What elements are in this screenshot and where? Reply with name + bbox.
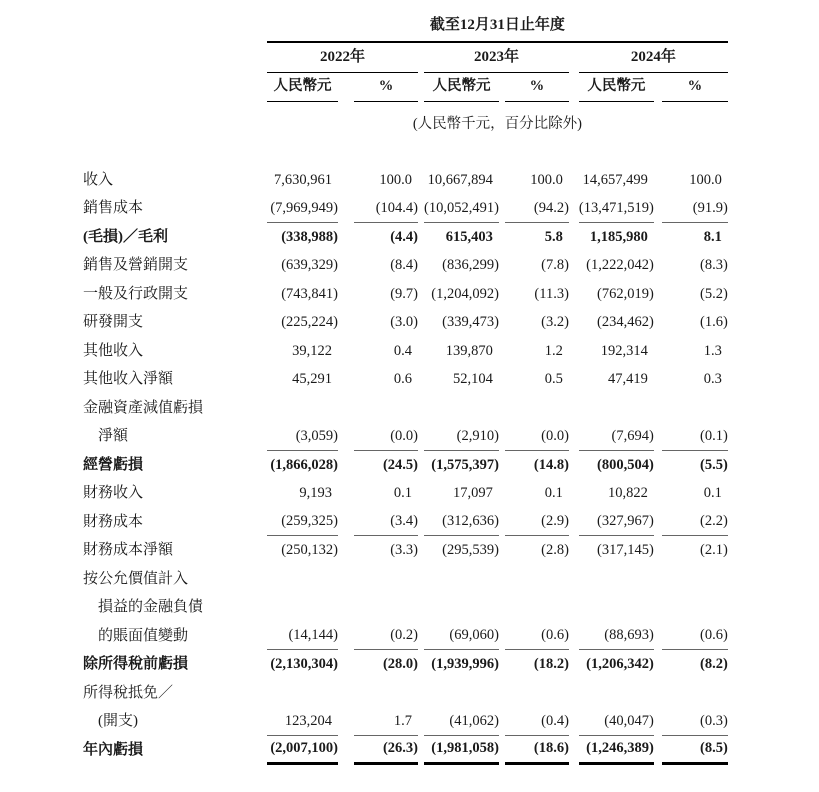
- column-gap: [654, 678, 662, 707]
- value-cell: [505, 678, 569, 707]
- table-row: [83, 507, 728, 536]
- double-rule-segment: [662, 764, 728, 792]
- column-gap: [338, 222, 354, 251]
- value-cell: (338,988): [281, 228, 338, 245]
- column-gap: [654, 165, 662, 194]
- column-gap: [569, 165, 579, 194]
- table-row: [83, 564, 728, 593]
- total-double-rule-row: [83, 764, 728, 792]
- column-gap: [569, 479, 579, 508]
- units-note-row: [83, 101, 728, 139]
- double-rule-segment: [579, 764, 654, 792]
- column-gap: [338, 650, 354, 679]
- column-gap: [654, 764, 662, 792]
- column-gap: [338, 422, 354, 451]
- table-row: [83, 251, 728, 280]
- table-row: [83, 336, 728, 365]
- year-header-2023: 2023年: [424, 42, 569, 72]
- row-label: 按公允價值計入: [83, 570, 189, 587]
- row-label: 除所得稅前虧損: [83, 656, 189, 672]
- value-cell: [579, 593, 654, 622]
- column-gap: [569, 336, 579, 365]
- table-row: [83, 165, 728, 194]
- column-gap: [654, 621, 662, 650]
- value-cell: 0.1: [544, 485, 563, 501]
- value-cell: (2.8): [541, 542, 569, 558]
- value-cell: (1,866,028): [270, 456, 338, 473]
- value-cell: 123,204: [267, 707, 338, 736]
- value-cell: [662, 593, 728, 622]
- column-gap: [338, 536, 354, 565]
- value-cell: [505, 564, 569, 593]
- row-label: 所得稅抵免／: [83, 684, 174, 701]
- value-cell: (104.4): [354, 194, 418, 223]
- row-label: 其他收入淨額: [83, 371, 174, 387]
- table-row: [83, 479, 728, 508]
- table-row: [83, 393, 728, 422]
- column-gap: [338, 194, 354, 223]
- table-row: [83, 365, 728, 394]
- column-gap: [338, 593, 354, 622]
- value-cell: (2.1): [700, 542, 728, 558]
- value-cell: (1,939,996): [431, 656, 499, 672]
- column-gap: [338, 707, 354, 736]
- value-cell: (0.0): [354, 422, 418, 451]
- value-cell: (8.2): [700, 656, 728, 672]
- value-cell: (41,062): [424, 707, 499, 736]
- column-gap: [654, 707, 662, 736]
- value-cell: 615,403: [445, 228, 493, 245]
- double-rule-segment: [505, 764, 569, 792]
- row-label: (毛損)／毛利: [83, 228, 168, 245]
- value-cell: (295,539): [442, 542, 499, 558]
- row-label: 一般及行政開支: [83, 285, 189, 302]
- column-gap: [338, 72, 354, 101]
- column-gap: [338, 735, 354, 764]
- value-cell: (14,144): [267, 621, 338, 650]
- column-gap: [338, 678, 354, 707]
- value-cell: [424, 593, 499, 622]
- header-columns-row: [83, 72, 728, 101]
- value-cell: (11.3): [534, 285, 569, 302]
- col-header-percent-2022: %: [354, 72, 418, 101]
- value-cell: (14.8): [533, 456, 569, 473]
- column-gap: [338, 393, 354, 422]
- column-gap: [569, 564, 579, 593]
- column-gap: [338, 308, 354, 337]
- value-cell: (2,910): [424, 422, 499, 451]
- column-gap: [654, 279, 662, 308]
- value-cell: 100.0: [379, 171, 412, 188]
- value-cell: [505, 393, 569, 422]
- value-cell: (1,206,342): [586, 656, 654, 672]
- column-gap: [569, 507, 579, 536]
- value-cell: 17,097: [453, 485, 493, 501]
- value-cell: (40,047): [579, 707, 654, 736]
- value-cell: 0.4: [393, 342, 412, 359]
- column-gap: [338, 621, 354, 650]
- spacer-row: [83, 139, 728, 165]
- value-cell: 14,657,499: [582, 171, 648, 188]
- column-gap: [569, 621, 579, 650]
- value-cell: [424, 564, 499, 593]
- header-empty-cell: [83, 764, 267, 792]
- value-cell: (259,325): [267, 507, 338, 536]
- header-empty-cell: [83, 72, 267, 101]
- value-cell: 9,193: [299, 485, 332, 501]
- column-gap: [338, 251, 354, 280]
- value-cell: (3.2): [541, 314, 569, 330]
- column-gap: [654, 308, 662, 337]
- column-gap: [338, 165, 354, 194]
- value-cell: (13,471,519): [579, 194, 654, 223]
- value-cell: (28.0): [382, 656, 418, 672]
- table-row: [83, 536, 728, 565]
- column-gap: [654, 650, 662, 679]
- value-cell: (3,059): [267, 422, 338, 451]
- value-cell: (94.2): [505, 194, 569, 223]
- value-cell: (5.5): [700, 456, 728, 473]
- row-label: 銷售成本: [83, 200, 144, 216]
- row-label: 財務成本淨額: [83, 542, 174, 558]
- col-header-percent-2024: %: [662, 72, 728, 101]
- value-cell: (10,052,491): [424, 194, 499, 223]
- value-cell: (800,504): [597, 456, 654, 473]
- value-cell: (250,132): [281, 542, 338, 558]
- column-gap: [654, 393, 662, 422]
- row-label: 其他收入: [83, 342, 144, 359]
- value-cell: (7.8): [541, 257, 569, 273]
- double-rule-segment: [424, 764, 499, 792]
- value-cell: [505, 593, 569, 622]
- value-cell: (327,967): [579, 507, 654, 536]
- value-cell: (2.2): [662, 507, 728, 536]
- value-cell: [662, 564, 728, 593]
- value-cell: 39,122: [292, 342, 332, 359]
- value-cell: (0.3): [662, 707, 728, 736]
- row-label: 財務收入: [83, 485, 144, 501]
- value-cell: [267, 393, 338, 422]
- table-row: [83, 621, 728, 650]
- column-gap: [569, 42, 579, 72]
- column-gap: [569, 279, 579, 308]
- value-cell: 1.7: [354, 707, 418, 736]
- value-cell: [579, 564, 654, 593]
- value-cell: [267, 678, 338, 707]
- value-cell: (1,204,092): [431, 285, 499, 302]
- double-rule-segment: [354, 764, 418, 792]
- value-cell: (0.6): [505, 621, 569, 650]
- column-gap: [338, 564, 354, 593]
- column-gap: [569, 251, 579, 280]
- header-years-row: [83, 42, 728, 72]
- row-label: (開支): [98, 713, 138, 729]
- value-cell: 0.5: [544, 371, 563, 387]
- column-gap: [569, 593, 579, 622]
- value-cell: (69,060): [424, 621, 499, 650]
- value-cell: (8.5): [700, 740, 728, 756]
- value-cell: [579, 678, 654, 707]
- table-row: [83, 422, 728, 451]
- column-gap: [569, 422, 579, 451]
- value-cell: 100.0: [530, 171, 563, 188]
- column-gap: [338, 479, 354, 508]
- value-cell: [424, 678, 499, 707]
- column-gap: [569, 194, 579, 223]
- value-cell: [354, 678, 418, 707]
- row-label: 的賬面值變動: [98, 627, 189, 644]
- table-row: [83, 279, 728, 308]
- value-cell: (639,329): [281, 257, 338, 273]
- value-cell: (0.6): [662, 621, 728, 650]
- value-cell: (18.6): [533, 740, 569, 756]
- value-cell: [354, 393, 418, 422]
- value-cell: (234,462): [597, 314, 654, 330]
- row-label: 銷售及營銷開支: [83, 257, 189, 273]
- row-label: 淨額: [98, 428, 129, 444]
- value-cell: 10,667,894: [427, 171, 493, 188]
- value-cell: 0.1: [393, 485, 412, 501]
- value-cell: 1,185,980: [589, 228, 648, 245]
- value-cell: [267, 593, 338, 622]
- col-header-amount-2023: 人民幣元: [424, 72, 499, 101]
- value-cell: (312,636): [424, 507, 499, 536]
- value-cell: (225,224): [281, 314, 338, 330]
- column-gap: [569, 365, 579, 394]
- value-cell: [354, 564, 418, 593]
- column-gap: [654, 450, 662, 479]
- value-cell: (0.0): [505, 422, 569, 451]
- units-note: (人民幣千元，百分比除外): [412, 116, 582, 132]
- table-row: [83, 735, 728, 764]
- period-title: 截至12月31日止年度: [267, 12, 728, 42]
- value-cell: (8.4): [390, 257, 418, 273]
- column-gap: [569, 764, 579, 792]
- column-gap: [654, 536, 662, 565]
- value-cell: (26.3): [382, 740, 418, 756]
- column-gap: [338, 279, 354, 308]
- value-cell: 139,870: [445, 342, 493, 359]
- column-gap: [569, 222, 579, 251]
- column-gap: [654, 564, 662, 593]
- row-label: 損益的金融負債: [98, 599, 204, 615]
- column-gap: [338, 336, 354, 365]
- header-empty-cell: [83, 12, 267, 42]
- value-cell: 1.3: [703, 342, 722, 359]
- value-cell: (24.5): [382, 456, 418, 473]
- value-cell: 45,291: [292, 371, 332, 387]
- value-cell: 0.3: [703, 371, 722, 387]
- value-cell: (2,130,304): [270, 656, 338, 672]
- value-cell: (9.7): [390, 285, 418, 302]
- value-cell: (317,145): [597, 542, 654, 558]
- header-period-row: [83, 12, 728, 42]
- table-row: [83, 450, 728, 479]
- table-row: [83, 707, 728, 736]
- value-cell: 100.0: [689, 171, 722, 188]
- value-cell: 1.2: [544, 342, 563, 359]
- value-cell: (8.3): [700, 257, 728, 273]
- table-body: [83, 165, 728, 792]
- value-cell: (762,019): [597, 285, 654, 302]
- row-label: 收入: [83, 171, 114, 188]
- column-gap: [654, 194, 662, 223]
- income-statement-table: [83, 12, 728, 792]
- value-cell: (3.3): [390, 542, 418, 558]
- column-gap: [569, 308, 579, 337]
- value-cell: [662, 393, 728, 422]
- value-cell: (1.6): [700, 314, 728, 330]
- value-cell: [424, 393, 499, 422]
- table-row: [83, 308, 728, 337]
- column-gap: [654, 365, 662, 394]
- row-label: 研發開支: [83, 314, 144, 330]
- value-cell: [354, 593, 418, 622]
- column-gap: [569, 450, 579, 479]
- row-label: 財務成本: [83, 513, 144, 530]
- row-label: 金融資產減值虧損: [83, 399, 204, 416]
- col-header-amount-2022: 人民幣元: [267, 72, 338, 101]
- column-gap: [569, 536, 579, 565]
- value-cell: (1,246,389): [586, 740, 654, 756]
- value-cell: 7,630,961: [274, 171, 332, 188]
- value-cell: (3.4): [354, 507, 418, 536]
- value-cell: (7,694): [579, 422, 654, 451]
- double-rule-segment: [267, 764, 338, 792]
- value-cell: 192,314: [600, 342, 648, 359]
- column-gap: [338, 450, 354, 479]
- column-gap: [338, 507, 354, 536]
- value-cell: (18.2): [533, 656, 569, 672]
- value-cell: (0.2): [354, 621, 418, 650]
- value-cell: 47,419: [607, 371, 648, 387]
- value-cell: 0.6: [393, 371, 412, 387]
- value-cell: 5.8: [544, 228, 563, 245]
- table-row: [83, 593, 728, 622]
- column-gap: [569, 735, 579, 764]
- year-header-2024: 2024年: [579, 42, 728, 72]
- column-gap: [569, 72, 579, 101]
- value-cell: (339,473): [442, 314, 499, 330]
- value-cell: (836,299): [442, 257, 499, 273]
- column-gap: [569, 393, 579, 422]
- header-empty-cell: [83, 101, 267, 139]
- value-cell: [662, 678, 728, 707]
- value-cell: (2,007,100): [270, 740, 338, 756]
- value-cell: [267, 564, 338, 593]
- column-gap: [654, 336, 662, 365]
- row-label: 經營虧損: [83, 456, 144, 473]
- column-gap: [338, 764, 354, 792]
- value-cell: (1,981,058): [431, 740, 499, 756]
- value-cell: (91.9): [662, 194, 728, 223]
- col-header-amount-2024: 人民幣元: [579, 72, 654, 101]
- value-cell: (0.4): [505, 707, 569, 736]
- value-cell: (0.1): [662, 422, 728, 451]
- header-empty-cell: [83, 42, 267, 72]
- value-cell: 52,104: [453, 371, 493, 387]
- column-gap: [654, 422, 662, 451]
- value-cell: (4.4): [390, 228, 418, 245]
- column-gap: [338, 365, 354, 394]
- value-cell: (1,222,042): [586, 257, 654, 273]
- column-gap: [654, 72, 662, 101]
- row-label: 年內虧損: [83, 741, 144, 758]
- value-cell: (3.0): [390, 314, 418, 330]
- value-cell: (2.9): [505, 507, 569, 536]
- value-cell: 10,822: [607, 485, 648, 501]
- column-gap: [569, 707, 579, 736]
- table-row: [83, 194, 728, 223]
- table-row: [83, 678, 728, 707]
- value-cell: (5.2): [700, 285, 728, 302]
- column-gap: [654, 593, 662, 622]
- value-cell: (743,841): [281, 285, 338, 302]
- value-cell: (7,969,949): [267, 194, 338, 223]
- value-cell: 8.1: [703, 228, 722, 245]
- value-cell: [579, 393, 654, 422]
- value-cell: (1,575,397): [431, 456, 499, 473]
- column-gap: [654, 479, 662, 508]
- table-header: [83, 12, 728, 165]
- value-cell: 0.1: [703, 485, 722, 501]
- value-cell: (88,693): [579, 621, 654, 650]
- table-row: [83, 222, 728, 251]
- column-gap: [654, 735, 662, 764]
- column-gap: [654, 222, 662, 251]
- table-row: [83, 650, 728, 679]
- column-gap: [654, 251, 662, 280]
- year-header-2022: 2022年: [267, 42, 418, 72]
- column-gap: [654, 507, 662, 536]
- column-gap: [569, 650, 579, 679]
- column-gap: [569, 678, 579, 707]
- col-header-percent-2023: %: [505, 72, 569, 101]
